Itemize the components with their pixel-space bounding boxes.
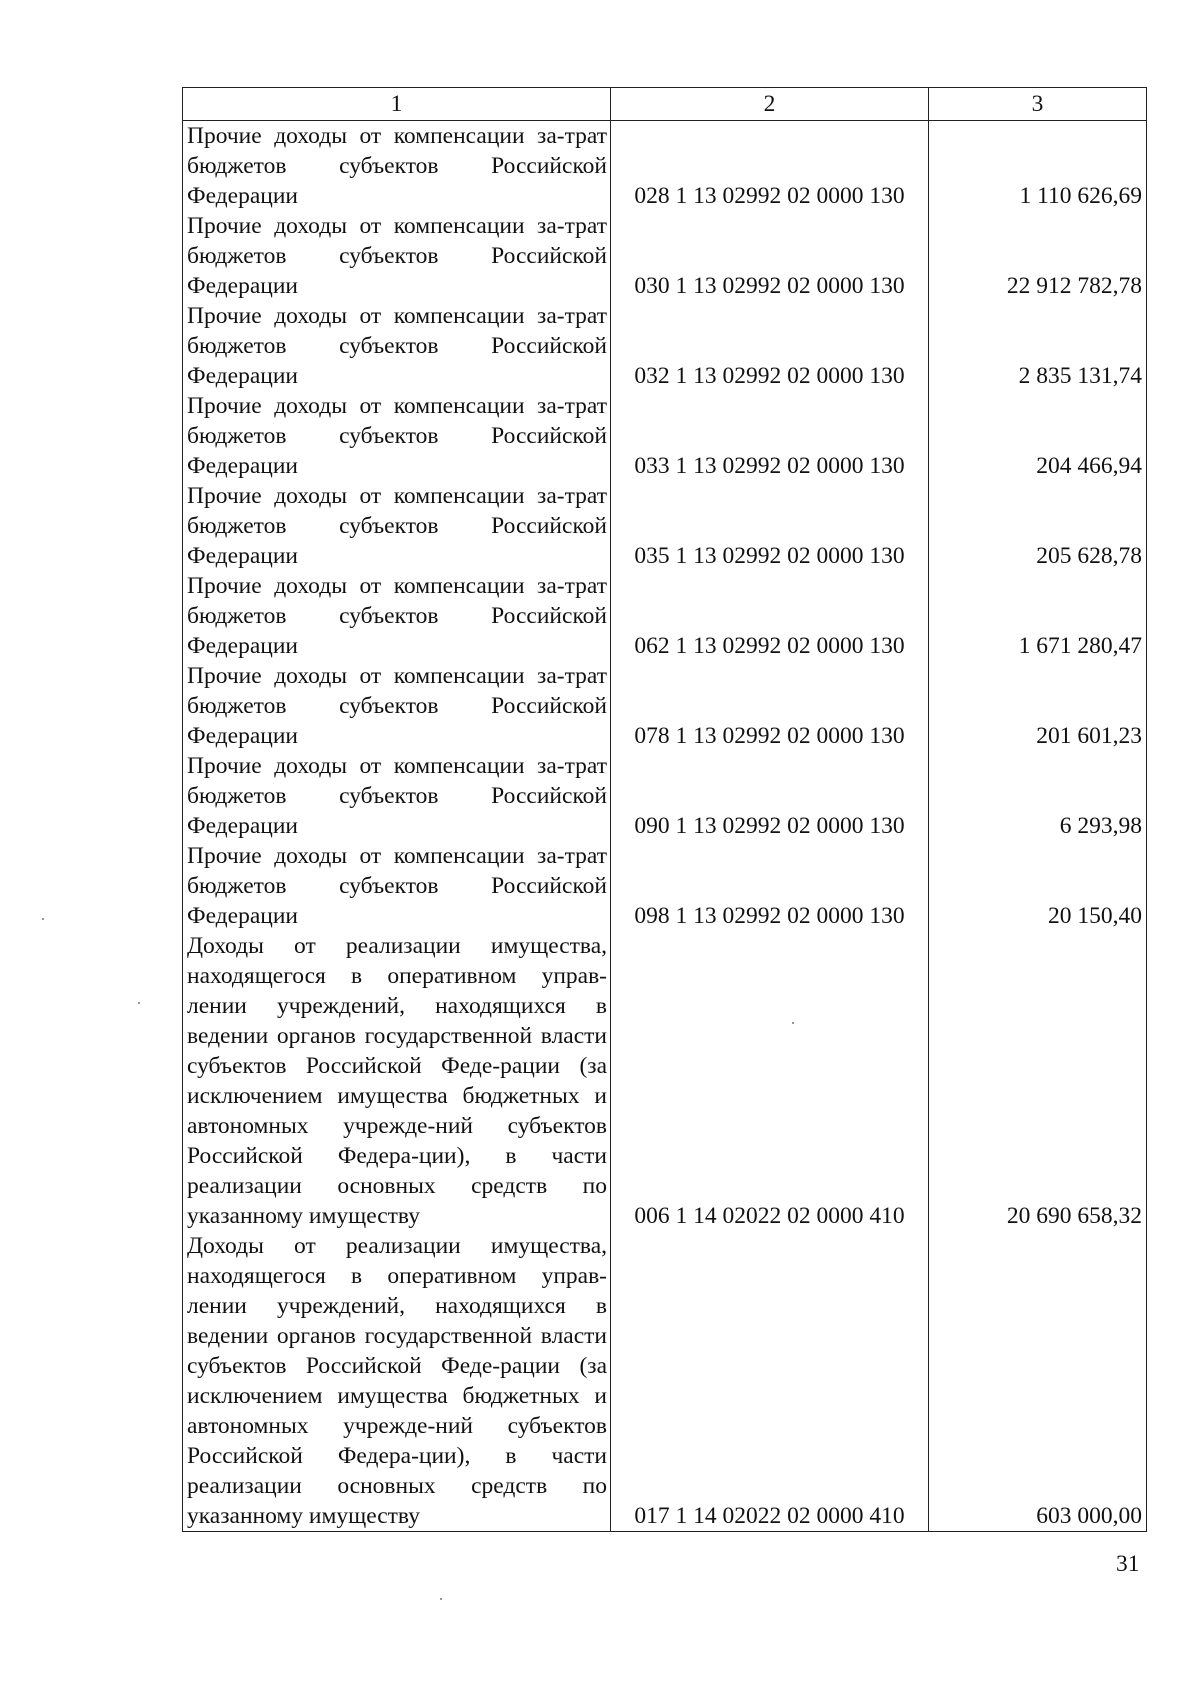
table-row [183, 751, 1147, 841]
budget-code-cell: 078 1 13 02992 02 0000 130 [611, 661, 929, 751]
income-name-cell: Прочие доходы от компенсации за-трат бюджетов субъектов Российской Федерации [183, 211, 611, 301]
table-row [183, 1231, 1147, 1532]
table-row [183, 481, 1147, 571]
table-row [183, 301, 1147, 391]
budget-code-cell: 032 1 13 02992 02 0000 130 [611, 301, 929, 391]
income-name-cell: Прочие доходы от компенсации за-трат бюджетов субъектов Российской Федерации [183, 391, 611, 481]
budget-code-cell: 006 1 14 02022 02 0000 410 [611, 931, 929, 1231]
table-row [183, 211, 1147, 301]
amount-cell: 205 628,78 [929, 481, 1147, 571]
income-name-cell: Прочие доходы от компенсации за-трат бюджетов субъектов Российской Федерации [183, 661, 611, 751]
amount-cell: 20 690 658,32 [929, 931, 1147, 1231]
scan-speck [792, 1022, 794, 1024]
table-row [183, 391, 1147, 481]
budget-code-cell: 090 1 13 02992 02 0000 130 [611, 751, 929, 841]
income-name-cell: Прочие доходы от компенсации за-трат бюджетов субъектов Российской Федерации [183, 841, 611, 931]
scan-speck [138, 1002, 140, 1004]
table-header-row [183, 88, 1147, 121]
income-name-cell: Прочие доходы от компенсации за-трат бюджетов субъектов Российской Федерации [183, 301, 611, 391]
table-row [183, 931, 1147, 1231]
income-name-cell: Прочие доходы от компенсации за-трат бюджетов субъектов Российской Федерации [183, 481, 611, 571]
page-number: 31 [1116, 1551, 1140, 1577]
budget-code-cell: 030 1 13 02992 02 0000 130 [611, 211, 929, 301]
amount-cell: 2 835 131,74 [929, 301, 1147, 391]
scan-speck [42, 918, 44, 920]
budget-income-table [182, 87, 1147, 1532]
table-row [183, 121, 1147, 212]
income-name-cell: Прочие доходы от компенсации за-трат бюджетов субъектов Российской Федерации [183, 571, 611, 661]
budget-code-cell: 028 1 13 02992 02 0000 130 [611, 121, 929, 212]
amount-cell: 1 671 280,47 [929, 571, 1147, 661]
column-header-2: 2 [611, 88, 929, 121]
income-name-cell: Доходы от реализации имущества, находящегося в оперативном управ-лении учреждений, находящихся в ведении органов государственной власти субъектов Российской Феде-рации (за исключением имущества бюджетных и автономных учрежде-ний субъектов Российской Федера-ции), в части реализации основных средств по указанному имуществу [183, 1231, 611, 1532]
column-header-1: 1 [183, 88, 611, 121]
amount-cell: 204 466,94 [929, 391, 1147, 481]
amount-cell: 201 601,23 [929, 661, 1147, 751]
budget-code-cell: 062 1 13 02992 02 0000 130 [611, 571, 929, 661]
budget-code-cell: 098 1 13 02992 02 0000 130 [611, 841, 929, 931]
income-name-cell: Доходы от реализации имущества, находящегося в оперативном управ-лении учреждений, находящихся в ведении органов государственной власти субъектов Российской Феде-рации (за исключением имущества бюджетных и автономных учрежде-ний субъектов Российской Федера-ции), в части реализации основных средств по указанному имуществу [183, 931, 611, 1231]
income-name-cell: Прочие доходы от компенсации за-трат бюджетов субъектов Российской Федерации [183, 121, 611, 212]
scan-speck [440, 1598, 442, 1600]
amount-cell: 6 293,98 [929, 751, 1147, 841]
table-row [183, 661, 1147, 751]
budget-code-cell: 017 1 14 02022 02 0000 410 [611, 1231, 929, 1532]
amount-cell: 603 000,00 [929, 1231, 1147, 1532]
column-header-3: 3 [929, 88, 1147, 121]
amount-cell: 22 912 782,78 [929, 211, 1147, 301]
income-name-cell: Прочие доходы от компенсации за-трат бюджетов субъектов Российской Федерации [183, 751, 611, 841]
amount-cell: 1 110 626,69 [929, 121, 1147, 212]
budget-code-cell: 033 1 13 02992 02 0000 130 [611, 391, 929, 481]
table-row [183, 841, 1147, 931]
budget-code-cell: 035 1 13 02992 02 0000 130 [611, 481, 929, 571]
amount-cell: 20 150,40 [929, 841, 1147, 931]
table-row [183, 571, 1147, 661]
